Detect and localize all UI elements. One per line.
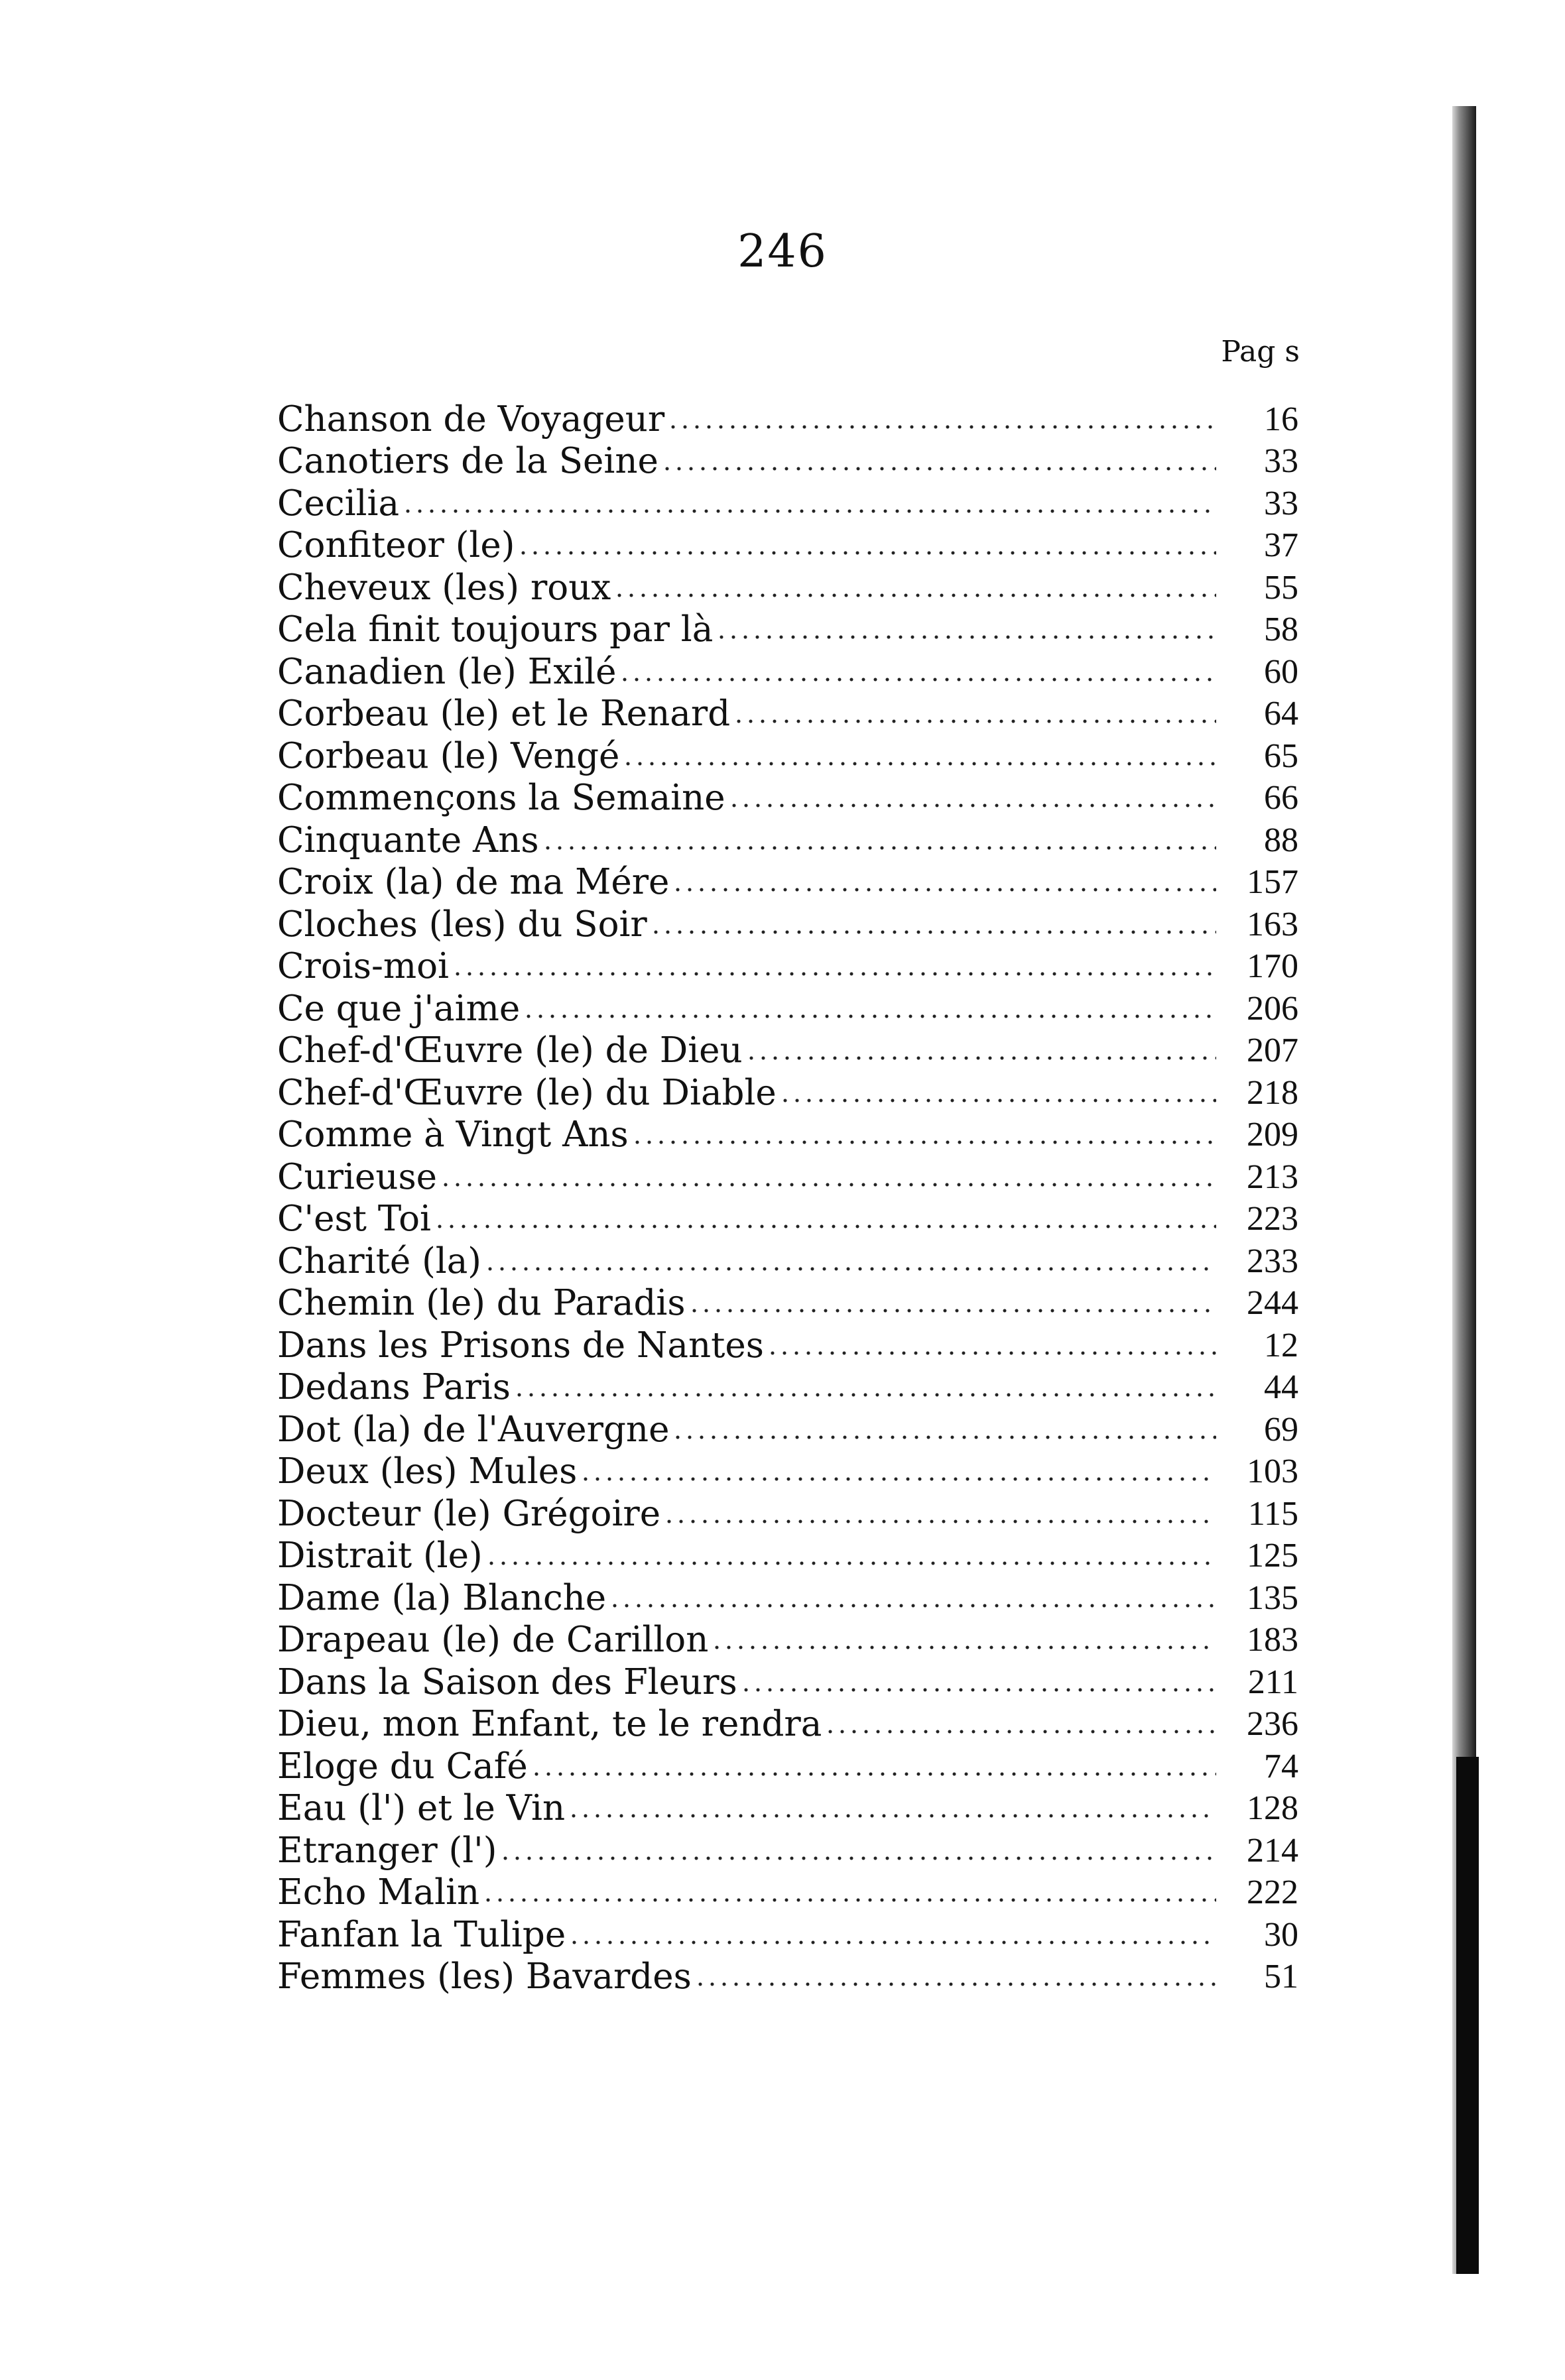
toc-entry-page: 44 bbox=[1264, 1368, 1298, 1406]
book-binding-shadow bbox=[1456, 1757, 1479, 2274]
toc-entry bbox=[277, 1742, 1298, 1787]
toc-entry bbox=[277, 1279, 1298, 1321]
toc-entry-page: 33 bbox=[1264, 442, 1298, 480]
toc-entry-page: 74 bbox=[1264, 1747, 1298, 1785]
toc-entry-title: Etranger (l') bbox=[277, 1830, 497, 1871]
toc-entry bbox=[277, 900, 1298, 945]
toc-entry bbox=[277, 1236, 1298, 1279]
toc-entry bbox=[277, 1068, 1298, 1113]
toc-entry-page: 55 bbox=[1264, 568, 1298, 607]
toc-entry bbox=[277, 942, 1298, 984]
toc-entry-page: 213 bbox=[1247, 1158, 1298, 1196]
toc-entry-title: Chef-d'Œuvre (le) de Dieu bbox=[277, 1030, 743, 1071]
toc-entry bbox=[277, 1405, 1298, 1450]
toc-entry bbox=[277, 1657, 1298, 1700]
dot-leader bbox=[733, 718, 1216, 725]
dot-leader bbox=[716, 634, 1216, 640]
toc-entry-title: Canotiers de la Seine bbox=[277, 441, 658, 481]
toc-entry-page: 218 bbox=[1247, 1073, 1298, 1112]
toc-entry bbox=[277, 1700, 1298, 1742]
dot-leader bbox=[650, 929, 1216, 935]
toc-entry-title: Dans la Saison des Fleurs bbox=[277, 1661, 737, 1702]
toc-entry bbox=[277, 1952, 1298, 1995]
toc-entry-page: 37 bbox=[1264, 526, 1298, 564]
page-number: 246 bbox=[737, 225, 828, 278]
toc-entry-page: 222 bbox=[1247, 1874, 1298, 1911]
dot-leader bbox=[767, 1350, 1216, 1356]
toc-entry-page: 51 bbox=[1264, 1958, 1298, 1995]
dot-leader bbox=[688, 1307, 1216, 1314]
toc-entry-page: 170 bbox=[1247, 947, 1298, 985]
toc-entry-page: 183 bbox=[1247, 1621, 1298, 1659]
toc-entry-page: 207 bbox=[1247, 1032, 1298, 1069]
dot-leader bbox=[523, 1013, 1216, 1020]
toc-entry-title: Comme à Vingt Ans bbox=[277, 1114, 629, 1155]
toc-entry-page: 88 bbox=[1264, 821, 1298, 859]
toc-entry-title: Fanfan la Tulipe bbox=[277, 1914, 566, 1955]
toc-entry-page: 60 bbox=[1264, 652, 1298, 691]
toc-entry-page: 66 bbox=[1264, 779, 1298, 817]
dot-leader bbox=[728, 802, 1216, 809]
toc-entry-page: 128 bbox=[1247, 1789, 1298, 1827]
toc-entry-page: 214 bbox=[1247, 1831, 1298, 1870]
toc-entry-title: Chanson de Voyageur bbox=[277, 398, 665, 440]
dot-leader bbox=[779, 1097, 1216, 1104]
dot-leader bbox=[711, 1644, 1216, 1651]
dot-leader bbox=[434, 1223, 1216, 1230]
toc-entry bbox=[277, 479, 1298, 524]
dot-leader bbox=[672, 886, 1216, 893]
dot-leader bbox=[694, 1981, 1216, 1988]
toc-entry-title: Dot (la) de l'Auvergne bbox=[277, 1409, 670, 1450]
dot-leader bbox=[542, 845, 1216, 851]
toc-entry-page: 209 bbox=[1247, 1116, 1298, 1154]
dot-leader bbox=[580, 1476, 1216, 1482]
toc-entry-title: Eau (l') et le Vin bbox=[277, 1788, 566, 1828]
toc-entry-title: Chef-d'Œuvre (le) du Diable bbox=[277, 1072, 777, 1113]
toc-entry-page: 69 bbox=[1264, 1410, 1298, 1449]
toc-entry-title: Cela finit toujours par là bbox=[277, 609, 714, 650]
dot-leader bbox=[484, 1266, 1216, 1272]
toc-entry-page: 206 bbox=[1247, 989, 1298, 1028]
dot-leader bbox=[531, 1771, 1216, 1777]
dot-leader bbox=[631, 1139, 1216, 1146]
toc-entry-page: 244 bbox=[1247, 1284, 1298, 1322]
toc-entry-title: Croix (la) de ma Mére bbox=[277, 862, 670, 902]
toc-entry-title: Femmes (les) Bavardes bbox=[277, 1956, 692, 1997]
toc-entry-page: 236 bbox=[1247, 1705, 1298, 1743]
toc-entry-page: 115 bbox=[1247, 1494, 1298, 1533]
toc-entry bbox=[277, 689, 1298, 732]
toc-entry-title: Echo Malin bbox=[277, 1872, 480, 1913]
toc-entry-title: Confiteor (le) bbox=[277, 525, 515, 565]
toc-entry-title: Chemin (le) du Paradis bbox=[277, 1283, 686, 1323]
toc-entry bbox=[277, 1531, 1298, 1574]
dot-leader bbox=[440, 1181, 1216, 1188]
dot-leader bbox=[517, 550, 1216, 556]
toc-entry-page: 223 bbox=[1247, 1200, 1298, 1238]
toc-entry-title: Eloge du Café bbox=[277, 1746, 528, 1787]
toc-entry-title: Dans les Prisons de Nantes bbox=[277, 1325, 764, 1366]
toc-entry bbox=[277, 563, 1298, 608]
toc-entry bbox=[277, 1363, 1298, 1405]
dot-leader bbox=[667, 424, 1216, 430]
toc-entry-title: Curieuse bbox=[277, 1156, 438, 1197]
toc-entry bbox=[277, 774, 1298, 816]
dot-leader bbox=[609, 1602, 1216, 1609]
dot-leader bbox=[568, 1813, 1216, 1819]
dot-leader bbox=[482, 1897, 1216, 1903]
dot-leader bbox=[740, 1687, 1216, 1693]
toc-entry bbox=[277, 815, 1298, 861]
toc-entry-title: Dedans Paris bbox=[277, 1367, 511, 1407]
toc-entry-page: 12 bbox=[1264, 1326, 1298, 1364]
toc-entry-title: Cecilia bbox=[277, 483, 400, 524]
toc-entry-page: 157 bbox=[1247, 863, 1298, 901]
dot-leader bbox=[499, 1855, 1216, 1862]
dot-leader bbox=[452, 971, 1216, 977]
toc-entry bbox=[277, 1026, 1298, 1069]
toc-entry-page: 58 bbox=[1264, 611, 1298, 648]
toc-entry-title: Docteur (le) Grégoire bbox=[277, 1493, 661, 1534]
dot-leader bbox=[745, 1055, 1216, 1061]
toc-entry bbox=[277, 1152, 1298, 1195]
dot-leader bbox=[672, 1434, 1216, 1441]
toc-entry bbox=[277, 1616, 1298, 1658]
toc-entry bbox=[277, 1826, 1298, 1871]
toc-entry-page: 103 bbox=[1247, 1453, 1298, 1490]
toc-entry bbox=[277, 437, 1298, 479]
toc-entry-title: C'est Toi bbox=[277, 1199, 431, 1239]
dot-leader bbox=[661, 465, 1216, 472]
table-of-contents bbox=[277, 394, 1298, 1997]
dot-leader bbox=[485, 1560, 1216, 1567]
toc-entry-page: 163 bbox=[1247, 905, 1298, 943]
toc-entry bbox=[277, 1110, 1298, 1153]
toc-entry bbox=[277, 1910, 1298, 1955]
toc-entry bbox=[277, 1321, 1298, 1366]
toc-entry bbox=[277, 731, 1298, 774]
dot-leader bbox=[613, 592, 1216, 599]
toc-entry-page: 33 bbox=[1264, 484, 1298, 522]
toc-entry-page: 233 bbox=[1247, 1242, 1298, 1280]
toc-entry-title: Dame (la) Blanche bbox=[277, 1577, 607, 1618]
toc-entry-title: Crois-moi bbox=[277, 946, 449, 986]
toc-entry-title: Dieu, mon Enfant, te le rendra bbox=[277, 1704, 822, 1744]
toc-entry-page: 65 bbox=[1264, 737, 1298, 775]
toc-entry-title: Ce que j'aime bbox=[277, 988, 521, 1029]
toc-entry-page: 125 bbox=[1247, 1537, 1298, 1575]
toc-entry-page: 211 bbox=[1247, 1663, 1298, 1701]
toc-entry bbox=[277, 1489, 1298, 1534]
toc-entry bbox=[277, 984, 1298, 1029]
toc-entry bbox=[277, 1447, 1298, 1490]
toc-entry bbox=[277, 1195, 1298, 1237]
toc-entry bbox=[277, 605, 1298, 648]
dot-leader bbox=[663, 1518, 1216, 1525]
toc-entry-title: Distrait (le) bbox=[277, 1535, 483, 1576]
toc-entry bbox=[277, 394, 1298, 440]
dot-leader bbox=[619, 676, 1216, 683]
toc-entry bbox=[277, 647, 1298, 692]
toc-entry-title: Cinquante Ans bbox=[277, 819, 539, 861]
toc-entry bbox=[277, 1573, 1298, 1616]
dot-leader bbox=[402, 508, 1216, 514]
toc-entry bbox=[277, 1784, 1298, 1826]
toc-entry-page: 64 bbox=[1264, 695, 1298, 733]
toc-entry-page: 16 bbox=[1264, 400, 1298, 438]
dot-leader bbox=[622, 760, 1216, 767]
toc-entry-title: Deux (les) Mules bbox=[277, 1451, 578, 1492]
dot-leader bbox=[824, 1728, 1216, 1735]
toc-entry-title: Canadien (le) Exilé bbox=[277, 651, 617, 692]
toc-entry bbox=[277, 858, 1298, 900]
toc-entry-title: Drapeau (le) de Carillon bbox=[277, 1620, 709, 1660]
toc-entry-page: 135 bbox=[1247, 1578, 1298, 1617]
toc-entry-title: Corbeau (le) Vengé bbox=[277, 735, 620, 776]
toc-entry-title: Charité (la) bbox=[277, 1240, 481, 1281]
toc-entry bbox=[277, 1868, 1298, 1911]
toc-entry-title: Cheveux (les) roux bbox=[277, 567, 611, 608]
dot-leader bbox=[568, 1939, 1216, 1946]
toc-entry-title: Cloches (les) du Soir bbox=[277, 904, 647, 945]
toc-entry-page: 30 bbox=[1264, 1915, 1298, 1954]
toc-entry bbox=[277, 521, 1298, 564]
pages-column-header: Pag s bbox=[1221, 335, 1300, 369]
dot-leader bbox=[513, 1392, 1216, 1398]
toc-entry-title: Commençons la Semaine bbox=[277, 778, 725, 818]
toc-entry-title: Corbeau (le) et le Renard bbox=[277, 693, 731, 734]
